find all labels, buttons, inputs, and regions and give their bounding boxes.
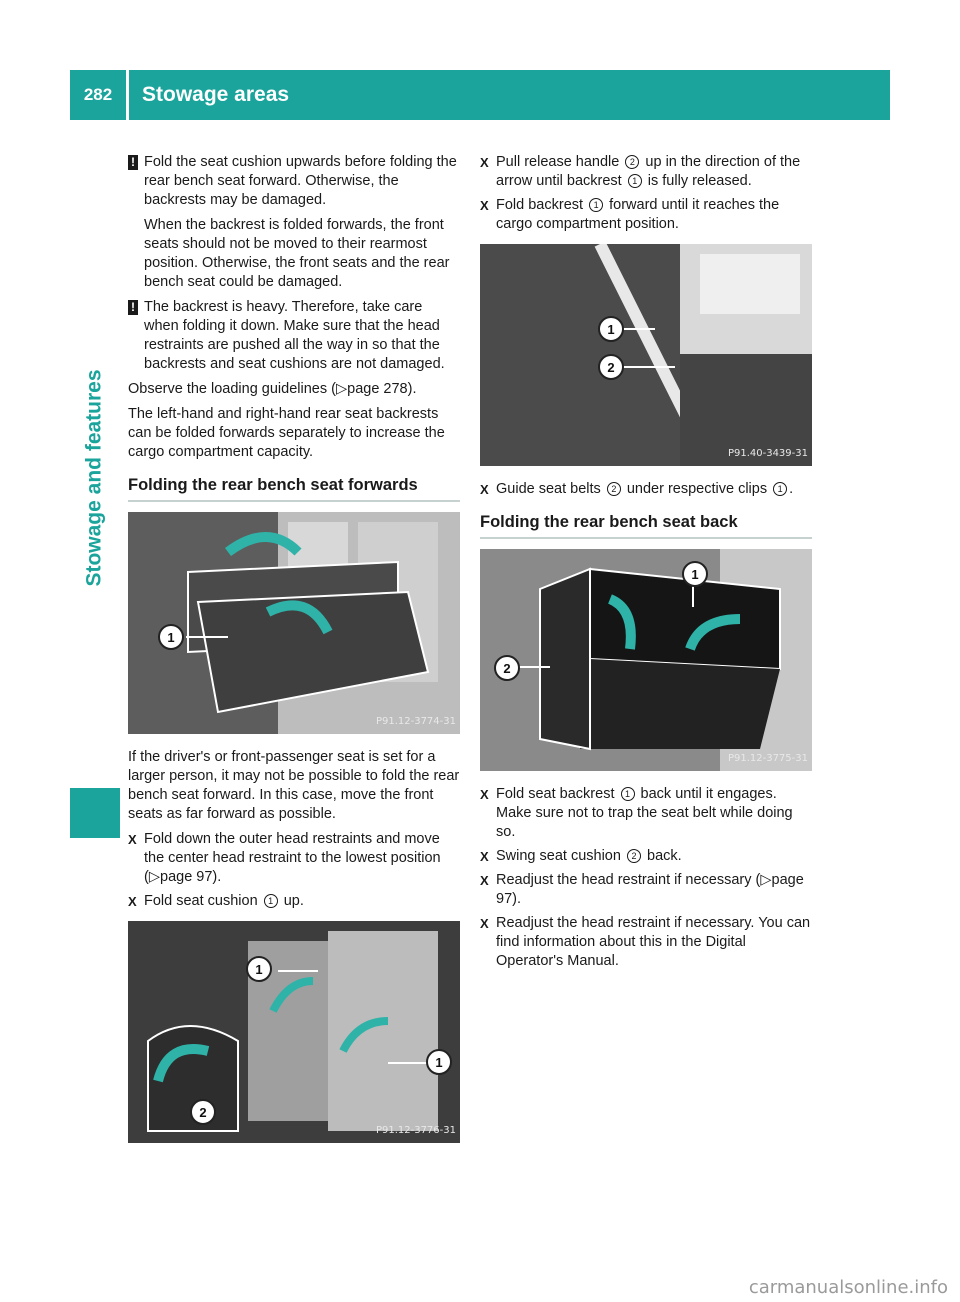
paragraph: If the driver's or front-passenger seat is set for a larger person, it may not be possible to fold the rear bench seat forward. In this case, move the front seats as far forward as possible. xyxy=(128,749,460,822)
page-ref-icon: ▷ xyxy=(760,872,772,888)
step-arrow-icon: X xyxy=(480,916,489,931)
callout-ref: 1 xyxy=(264,894,278,908)
side-tab-text: Stowage and features xyxy=(83,369,106,587)
right-column xyxy=(480,153,812,976)
callout-1: 1 xyxy=(426,1049,452,1075)
side-tab-marker xyxy=(70,788,120,838)
left-column xyxy=(128,153,460,1157)
instruction-step: X Pull release handle 2 up in the direction of the arrow until backrest 1 is fully released. xyxy=(480,154,801,189)
figure-code: P91.12-3776-31 xyxy=(375,1125,456,1136)
figure-code: P91.12-3774-31 xyxy=(375,716,456,727)
step-arrow-icon: X xyxy=(480,155,489,170)
instruction-step: X Guide seat belts 2 under respective clips 1 . xyxy=(480,481,794,497)
callout-1: 1 xyxy=(682,561,708,587)
page-ref-icon: ▷ xyxy=(335,381,348,397)
callout-ref: 2 xyxy=(627,849,641,863)
instruction-step: X Fold seat cushion 1 up. xyxy=(128,893,304,909)
callout-2: 2 xyxy=(190,1099,216,1125)
warning-text: Fold the seat cushion upwards before folding the rear bench seat forward. Otherwise, the backrests may be damaged. xyxy=(144,154,457,208)
page-ref-icon: ▷ xyxy=(148,869,160,885)
callout-ref: 1 xyxy=(773,482,787,496)
page-link[interactable]: page 97 xyxy=(160,869,213,885)
section-heading: Folding the rear bench seat forwards xyxy=(128,476,460,502)
page-title: Stowage areas xyxy=(142,83,290,106)
instruction-step: X Swing seat cushion 2 back. xyxy=(480,848,682,864)
callout-ref: 2 xyxy=(625,155,639,169)
page-number: 282 xyxy=(83,85,113,104)
warning-text: When the backrest is folded forwards, the front seats should not be moved to their rearmost position. Otherwise, the front seats and the rear bench seat could be damaged. xyxy=(144,217,450,290)
figure-seat-cushion-fold xyxy=(128,921,460,1143)
header-divider xyxy=(126,70,129,120)
callout-ref: 1 xyxy=(589,198,603,212)
figure-code: P91.40-3439-31 xyxy=(727,448,808,459)
page-link[interactable]: page 97 xyxy=(496,872,804,907)
step-arrow-icon: X xyxy=(480,482,489,497)
step-arrow-icon: X xyxy=(480,198,489,213)
page-header xyxy=(70,70,890,120)
page-link[interactable]: page 278 xyxy=(347,381,408,397)
callout-2: 2 xyxy=(598,354,624,380)
callout-ref: 1 xyxy=(621,787,635,801)
callout-2: 2 xyxy=(494,655,520,681)
figure-rear-seat-cushion xyxy=(128,512,460,734)
warning-icon: ! xyxy=(128,155,138,170)
paragraph: Observe the loading guidelines (▷page 278). xyxy=(128,381,417,397)
figure-release-handle xyxy=(480,244,812,466)
instruction-step: X Fold seat backrest 1 back until it engages. Make sure not to trap the seat belt while doing so. xyxy=(480,786,793,840)
section-heading: Folding the rear bench seat back xyxy=(480,513,812,539)
side-tab-label xyxy=(70,120,120,836)
step-arrow-icon: X xyxy=(480,787,489,802)
callout-ref: 1 xyxy=(628,174,642,188)
callout-1: 1 xyxy=(598,316,624,342)
step-arrow-icon: X xyxy=(480,873,489,888)
step-arrow-icon: X xyxy=(128,832,137,847)
callout-ref: 2 xyxy=(607,482,621,496)
instruction-step: X Readjust the head restraint if necessary. You can find information about this in the Digital Operator's Manual. xyxy=(480,915,811,969)
step-arrow-icon: X xyxy=(480,849,489,864)
warning-text: The backrest is heavy. Therefore, take care when folding it down. Make sure that the head restraints are pushed all the way in so that the backrests and seat cushions are not damaged. xyxy=(144,299,445,372)
warning-note xyxy=(128,153,460,292)
warning-icon: ! xyxy=(128,300,138,315)
paragraph: The left-hand and right-hand rear seat backrests can be folded forwards separately to increase the cargo compartment capacity. xyxy=(128,406,445,460)
figure-rear-seat-back xyxy=(480,549,812,771)
figure-code: P91.12-3775-31 xyxy=(727,753,808,764)
watermark: carmanualsonline.info xyxy=(748,1277,948,1298)
instruction-step: X Readjust the head restraint if necessary (▷page 97). xyxy=(480,872,804,907)
callout-1: 1 xyxy=(158,624,184,650)
instruction-step: X Fold backrest 1 forward until it reaches the cargo compartment position. xyxy=(480,197,780,232)
instruction-step: X Fold down the outer head restraints and move the center head restraint to the lowest position (▷page 97). xyxy=(128,831,441,885)
step-arrow-icon: X xyxy=(128,894,137,909)
callout-1: 1 xyxy=(246,956,272,982)
warning-note xyxy=(128,298,460,374)
